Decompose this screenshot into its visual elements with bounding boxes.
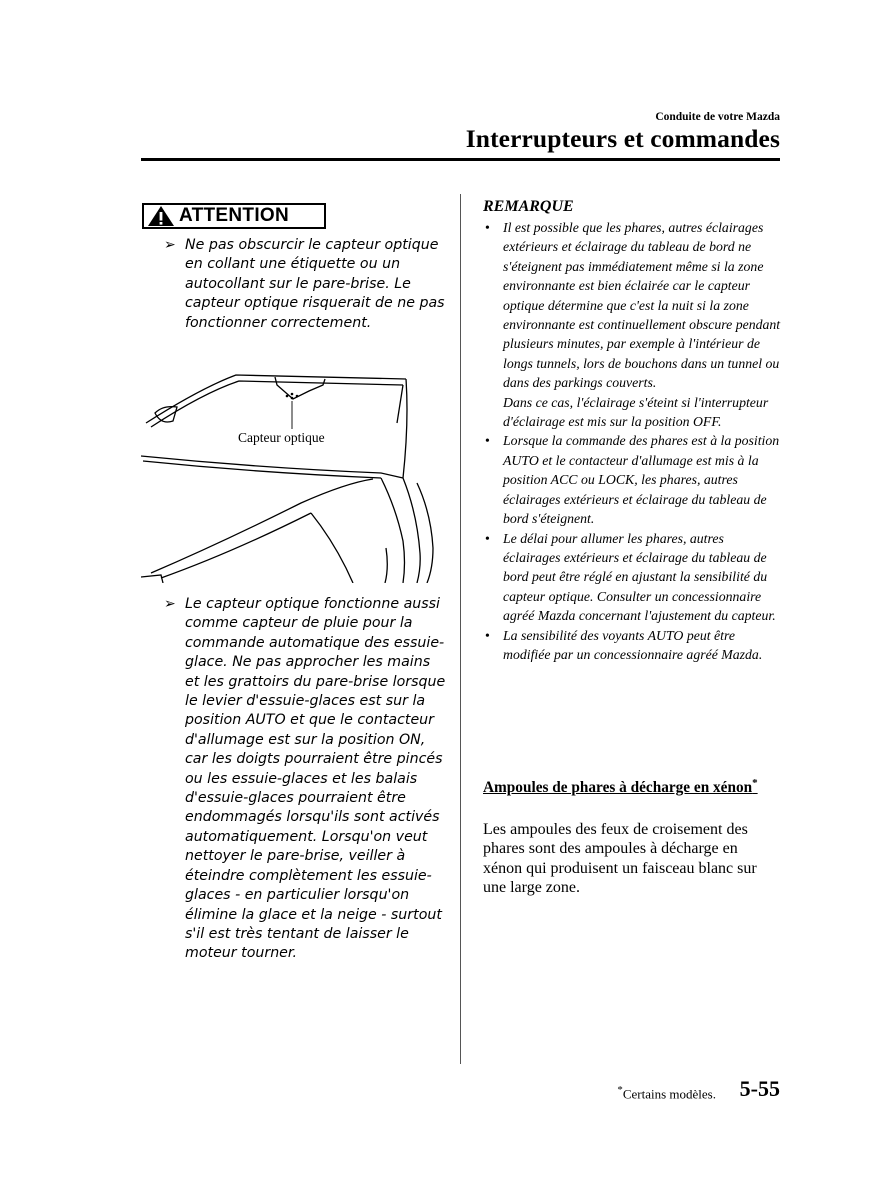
list-item xyxy=(483,218,783,431)
header-divider xyxy=(141,158,780,161)
section-heading xyxy=(483,774,773,797)
footnote-marker: * xyxy=(617,1084,623,1096)
remark-item-text: Il est possible que les phares, autres éclairages extérieurs et éclairage du tableau de bord ne s'éteignent pas immédiatement même si la zone environnante est bien éclairée car le capteur optique détermine que c'est la nuit si la zone environnante est continuellement obscure pendant plusieurs minutes, par exemple à l'intérieur de longs tunnels, lors de bouchons dans un tunnel ou dans des parkings couverts. xyxy=(503,220,781,391)
footnote xyxy=(617,1084,716,1102)
attention-label: ATTENTION xyxy=(179,205,290,226)
attention-banner xyxy=(142,203,326,229)
section-heading-text: Ampoules de phares à décharge en xénon xyxy=(483,779,753,797)
warning-triangle-icon xyxy=(147,205,175,227)
remark-title: REMARQUE xyxy=(483,198,574,215)
footnote-text: Certains modèles. xyxy=(622,1086,716,1102)
page-number: 5-55 xyxy=(739,1076,780,1101)
footnote-marker: * xyxy=(752,777,758,789)
windshield-sensor-illustration xyxy=(141,363,444,583)
section-title: Conduite de votre Mazda xyxy=(655,111,780,123)
page-title: Interrupteurs et commandes xyxy=(465,124,780,153)
attention-item xyxy=(166,595,446,964)
sensor-callout-label: Capteur optique xyxy=(238,430,325,445)
list-item xyxy=(483,431,783,528)
bullet-icon: • xyxy=(485,530,490,546)
arrow-bullet-icon: ➢ xyxy=(164,237,176,253)
attention-item-text: Le capteur optique fonctionne aussi comme capteur de pluie pour la commande automatique des essuie-glace. Ne pas approcher les mains et les grattoirs du pare-brise lorsque le levier d'essuie-glaces est sur la position AUTO et que le contacteur d'allumage est sur la position ON, car les doigts pourraient être pincés ou les essuie-glaces et les balais d'essuie-glaces pourraient être endommagés lorsqu'ils sont activés automatiquement. Lorsqu'on veut nettoyer le pare-brise, veiller à éteindre complètement les essuie-glaces - en particulier lorsqu'on élimine la glace et la neige - surtout s'il est très tentant de laisser le moteur tourner. xyxy=(185,596,446,962)
remark-item-text: Lorsque la commande des phares est à la position AUTO et le contacteur d'allumage est mis à la position ACC ou LOCK, les phares, autres éclairages extérieurs et éclairage du tableau de bord s'éteignent. xyxy=(503,433,780,527)
arrow-bullet-icon: ➢ xyxy=(164,596,176,612)
attention-item-text: Ne pas obscurcir le capteur optique en collant une étiquette ou un autocollant sur le pare-brise. Le capteur optique risquerait de ne pas fonctionner correctement. xyxy=(185,237,445,331)
bullet-icon: • xyxy=(485,433,490,449)
remark-item-text: La sensibilité des voyants AUTO peut être modifiée par un concessionnaire agréé Mazda. xyxy=(503,627,763,662)
bullet-icon: • xyxy=(485,220,490,235)
attention-item xyxy=(166,236,446,333)
column-divider xyxy=(460,194,461,1064)
remark-list xyxy=(483,218,783,664)
section-body: Les ampoules des feux de croisement des phares sont des ampoules à décharge en xénon qui produisent un faisceau blanc sur une large zone. xyxy=(483,821,757,897)
list-item xyxy=(483,626,783,665)
remark-item-continuation: Dans ce cas, l'éclairage s'éteint si l'interrupteur d'éclairage est mis sur la position OFF. xyxy=(503,394,769,430)
list-item xyxy=(483,529,783,626)
bullet-icon: • xyxy=(485,627,490,643)
remark-item-text: Le délai pour allumer les phares, autres éclairages extérieurs et éclairage du tableau de bord peut être réglé en ajustant la sensibilité du capteur optique. Consulter un concessionnaire agréé Mazda concernant l'ajustement du capteur. xyxy=(503,530,776,624)
